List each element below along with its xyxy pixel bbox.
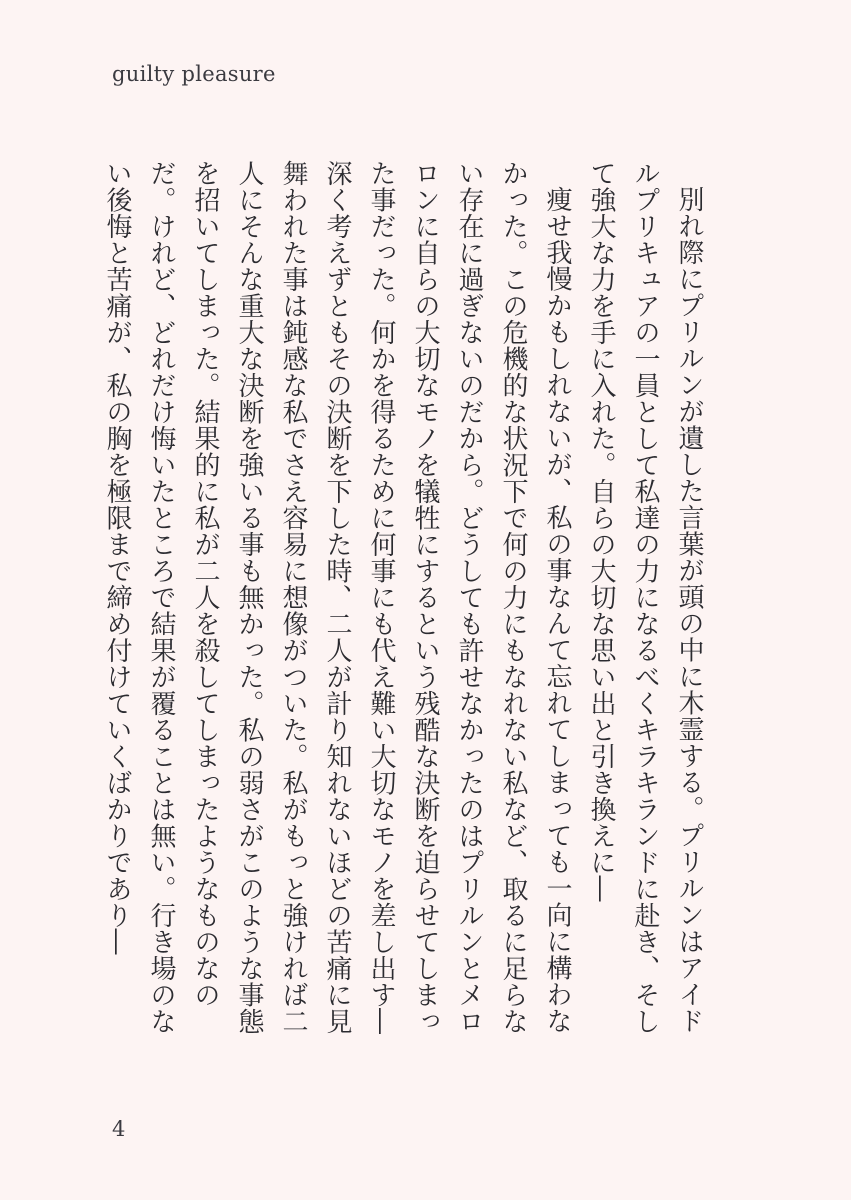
vertical-body-text (102, 160, 711, 1040)
paragraph-2: 痩せ我慢かもしれないが、私の事なんて忘れてしまっても一向に構わなかった。この危機的な状況下で何の力にもなれない私など、取るに足らない存在に過ぎないのだから。どうしても許せなかったのはプリルンとメロロンに自らの大切なモノを犠牲にするという残酷な決断を迫らせてしまった事だった。何かを得るために何事にも代え難い大切なモノを差し出す―深く考えずともその決断を下した時、二人が計り知れないほどの苦痛に見舞われた事は鈍感な私でさえ容易に想像がついた。私がもっと強ければ二人にそんな重大な決断を強いる事も無かった。私の弱さがこのような事態を招いてしまった。結果的に私が二人を殺してしまったようなものなのだ。けれど、どれだけ悔いたところで結果が覆ることは無い。行き場のない後悔と苦痛が、私の胸を極限まで締め付けていくばかりであり― (102, 160, 572, 1035)
page-number: 4 (112, 1117, 126, 1141)
running-header-title: guilty pleasure (112, 62, 276, 86)
paragraph-1: 別れ際にプリルンが遺した言葉が頭の中に木霊する。プリルンはアイドルプリキュアの一員として私達の力になるべくキラキランドに赴き、そして強大な力を手に入れた。自らの大切な思い出と引き換えに― (586, 160, 704, 1035)
